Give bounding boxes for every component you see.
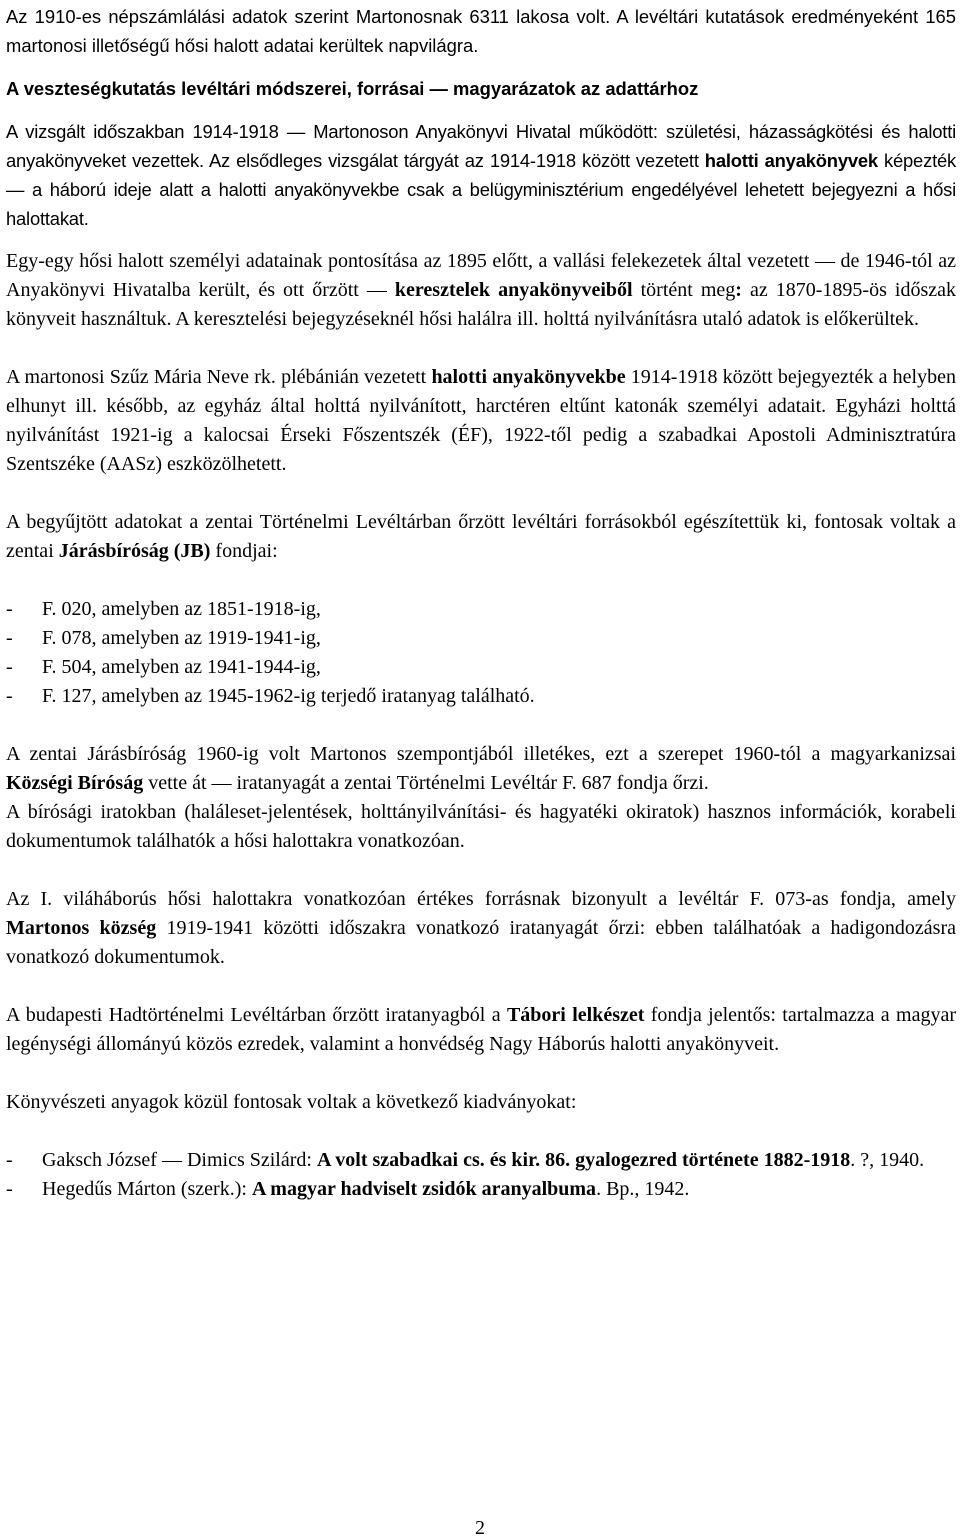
text-run: Egy-egy hősi halott személyi adatainak pontosítása az 1895 előtt, a vallási felekezetek által vezetett — de 1946-tól az Anyakönyvi Hivatalba került, és ott őrzött — [6, 250, 956, 301]
bold-run: Tábori lelkészet [506, 1004, 645, 1026]
section-heading-text: A veszteségkutatás levéltári módszerei, forrásai — magyarázatok az adattárhoz [6, 78, 699, 99]
dash-marker: - [6, 1149, 13, 1171]
section-heading [6, 74, 956, 103]
list-item [6, 653, 956, 682]
text-run: történt meg [632, 279, 736, 301]
text-run: fondjai: [210, 540, 278, 562]
list-item [6, 624, 956, 653]
page-number: 2 [475, 1517, 485, 1539]
text-run: A begyűjtött adatokat a zentai Történelmi Levéltárban őrzött levéltári forrásokból egészítettük ki, fontosak voltak a zentai [6, 511, 956, 562]
text-run: A vizsgált időszakban 1914-1918 — Martonoson Anyakönyvi Hivatal működött: születési, házasságkötési és halotti anyakönyveket vezettek. Az elsődleges vizsgálat tárgyát az 1914-1918 között vezetett [6, 121, 956, 171]
text-run: 1919-1941 közötti időszakra vonatkozó iratanyagát őrzi: ebben találhatóak a hadigondozásra vonatkozó dokumentumok. [6, 917, 957, 968]
dash-marker: - [6, 656, 13, 678]
text-run: fondja jelentős: tartalmazza a magyar legénységi állományú közös ezredek, valamint a honvédség Nagy Háborús halotti anyakönyveit. [6, 1004, 956, 1055]
document-page [6, 2, 956, 1204]
list-item [6, 1175, 956, 1204]
bold-run: Martonos község [6, 917, 157, 939]
text-run: . ?, 1940. [850, 1149, 925, 1171]
text-run: az 1870-1895-ös időszak könyveit használtuk. A keresztelési bejegyzéseknél hősi halálra ill. holttá nyilvánításra utaló adatok is előkerültek. [6, 279, 956, 330]
list-item-text: F. 020, amelyben az 1851-1918-ig, [42, 598, 321, 620]
text-run: Az I. viláháborús hősi halottakra vonatkozóan értékes forrásnak bizonyult a levéltár F. 073-as fondja, amely [6, 888, 956, 910]
bold-run: Községi Bíróság [6, 772, 144, 794]
paragraph-registry-office [6, 117, 956, 233]
bold-run: halotti anyakönyvekbe [431, 366, 626, 388]
list-item-text: F. 504, amelyben az 1941-1944-ig, [42, 656, 321, 678]
dash-marker: - [6, 685, 13, 707]
bold-run: A magyar hadviselt zsidók aranyalbuma [251, 1178, 597, 1200]
list-item [6, 1146, 956, 1175]
list-item [6, 682, 956, 711]
paragraph-bibliography-intro: Könyvészeti anyagok közül fontosak voltak a következő kiadványokat: [6, 1091, 577, 1113]
paragraph-district-court [6, 740, 956, 798]
bibliography-list [6, 1146, 956, 1204]
text-run: vette át — iratanyagát a zentai Történelmi Levéltár F. 687 fondja őrzi. [143, 772, 709, 794]
text-run: képezték — a háború ideje alatt a halotti anyakönyvekbe csak a belügyminisztérium engedélyével lehetett bejegyezni a hősi halottakat. [6, 150, 956, 229]
fond-list [6, 595, 956, 711]
bold-run: halotti anyakönyvek [704, 150, 878, 171]
bold-run: Járásbíróság (JB) [58, 540, 211, 562]
dash-marker: - [6, 598, 13, 620]
bold-run: A volt szabadkai cs. és kir. 86. gyalogezred története 1882-1918 [316, 1149, 851, 1171]
list-item [6, 595, 956, 624]
text-run: Gaksch József — Dimics Szilárd: [42, 1149, 317, 1171]
paragraph-historical-archive [6, 508, 956, 566]
intro-paragraph: Az 1910-es népszámlálási adatok szerint Martonosnak 6311 lakosa volt. A levéltári kutatások eredményeként 165 martonosi illetőségű hősi halott adatai kerültek napvilágra. [6, 6, 956, 56]
paragraph-baptism-records [6, 247, 956, 334]
paragraph-parish-records [6, 363, 956, 479]
paragraph-military-archive [6, 1001, 956, 1059]
paragraph-court-documents: A bírósági iratokban (haláleset-jelentések, holttányilvánítási- és hagyatéki okiratok) hasznos információk, korabeli dokumentumok találhatók a hősi halottakra vonatkozóan. [6, 801, 956, 852]
text-run: Hegedűs Márton (szerk.): [42, 1178, 252, 1200]
text-run: 1914-1918 között bejegyezték a helyben elhunyt ill. később, az egyház által holttá nyilvánított, harctéren eltűnt katonák személyi adatait. Egyházi holttá nyilvánítást 1921-ig a kalocsai Érseki Főszentszék (ÉF), 1922-től pedig a szabadkai Apostoli Adminisztratúra Szentszéke (AASz) eszközölhetett. [6, 366, 956, 475]
dash-marker: - [6, 1178, 13, 1200]
text-run: . Bp., 1942. [596, 1178, 690, 1200]
list-item-text: F. 127, amelyben az 1945-1962-ig terjedő iratanyag található. [42, 685, 535, 707]
paragraph-municipality-fond [6, 885, 956, 972]
text-run: A martonosi Szűz Mária Neve rk. plébánián vezetett [6, 366, 432, 388]
text-run: A budapesti Hadtörténelmi Levéltárban őrzött iratanyagból a [6, 1004, 507, 1026]
bold-run: keresztelek anyakönyveiből [394, 279, 633, 301]
dash-marker: - [6, 627, 13, 649]
list-item-text: F. 078, amelyben az 1919-1941-ig, [42, 627, 321, 649]
bold-run: : [735, 279, 742, 301]
text-run: A zentai Járásbíróság 1960-ig volt Martonos szempontjából illetékes, ezt a szerepet 1960-tól a magyarkanizsai [6, 743, 956, 765]
